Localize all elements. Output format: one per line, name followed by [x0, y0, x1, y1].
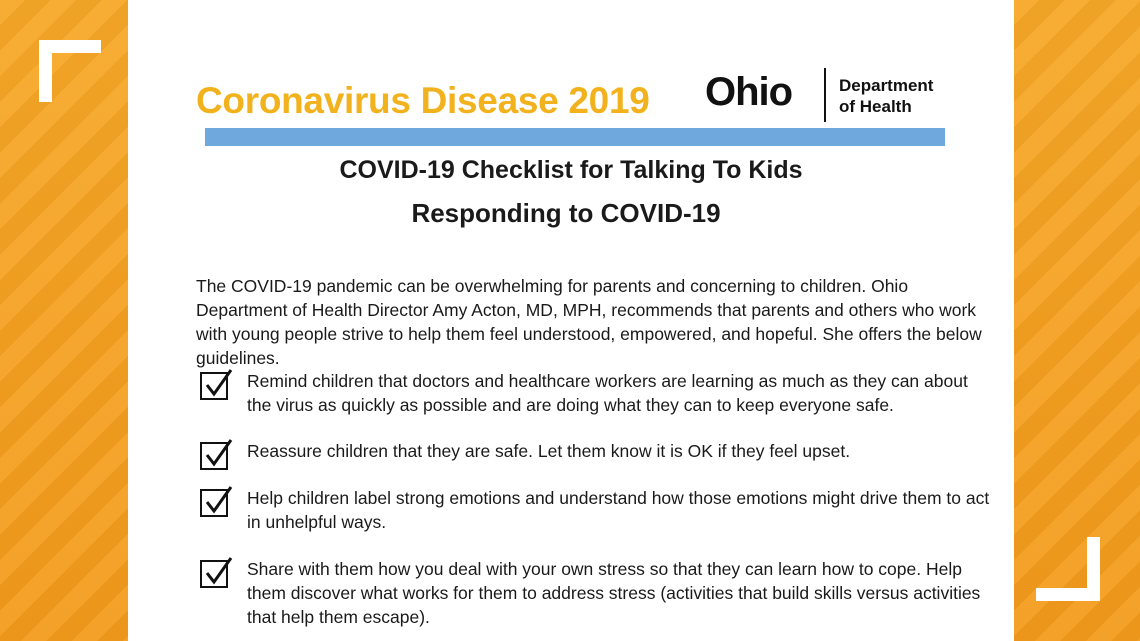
checklist-item-text: Reassure children that they are safe. Let them know it is OK if they feel upset. [247, 441, 851, 461]
intro-paragraph: The COVID-19 pandemic can be overwhelming for parents and concerning to children. Ohio Department of Health Director Amy Acton, MD, MPH, recommends that parents and others who work with young people strive to help them feel understood, empowered, and hopeful. She offers the below guidelines. [196, 276, 982, 368]
checkbox-checked-icon [200, 442, 228, 470]
logo-dept-line1: Department [839, 76, 934, 95]
document-title: Coronavirus Disease 2019 [196, 80, 650, 121]
checklist-heading: COVID-19 Checklist for Talking To Kids [339, 156, 803, 184]
logo-divider [824, 68, 826, 122]
ohio-logo-wordmark: Ohio [705, 70, 793, 114]
checkbox-checked-icon [200, 489, 228, 517]
document-page [128, 0, 1014, 641]
checklist-item-text: Help children label strong emotions and understand how those emotions might drive them to act in unhelpful ways. [247, 488, 990, 532]
checkbox-checked-icon [200, 372, 228, 400]
logo-department-text [839, 75, 933, 117]
checklist-subheading: Responding to COVID-19 [411, 198, 721, 228]
logo-dept-line2: of Health [839, 97, 912, 116]
corner-bracket-bottom-right-icon [1036, 537, 1100, 601]
checkbox-checked-icon [200, 560, 228, 588]
title-divider-bar [205, 128, 945, 146]
checklist-item-text: Share with them how you deal with your own stress so that they can learn how to cope. Help them discover what works for them to address stress (activities that build skills versus activities that help them escape). [247, 559, 981, 627]
checklist-item-text: Remind children that doctors and healthcare workers are learning as much as they can about the virus as quickly as possible and are doing what they can to keep everyone safe. [247, 371, 968, 415]
corner-bracket-top-left-icon [39, 40, 101, 102]
